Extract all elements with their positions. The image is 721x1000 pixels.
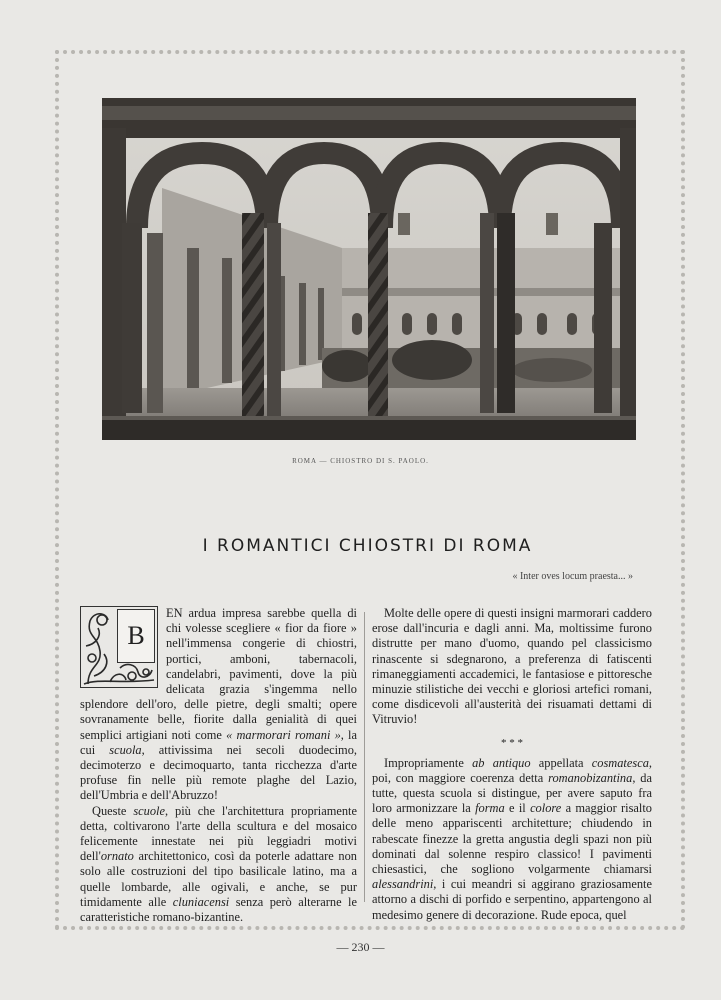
- right-paragraph-2: Impropriamente ab antiquo appellata cosmatesca, poi, con maggiore coerenza detta romanobizantina, da tutte, questa scuola si distingue, per avere saputo fra loro armonizzare la forma e il colore a maggior risalto delle meno appariscenti architetture; chiudendo in rabescate finezze la gretta angustia degli spazi non più dominati dal solenne respiro classico! I pavimenti chiesastici, che sogliono volgarmente chiamarsi alessandrini, i cui meandri si aggirano graziosamente attorno a dischi di porfido e serpentino, appartengono al medesimo genere di decorazione. Rude epoca, quel: [372, 755, 652, 922]
- epigraph: « Inter oves locum praesta... »: [512, 571, 633, 582]
- cloister-photograph: [102, 98, 636, 440]
- page-number: — 230 —: [336, 940, 385, 954]
- left-column: [80, 606, 357, 925]
- left-paragraph-1: EN ardua impresa sarebbe quella di chi volesse scegliere « fior da fiore » nell'immensa congerie di chiostri, portici, amboni, tabernacoli, candelabri, pavimenti, dove la più delicata grazia s'ingemma nello splendore dell'oro, delle pietre, degli smalti; opere sovranamente belle, fiorite dalla genialità di quei semplici artigiani noti come « marmorari romani », la cui scuola, attivissima nei secoli duodecimo, decimoterzo e decimoquarto, tanta ricchezza d'arte profuse fin nelle più remote plaghe del Lazio, dell'Umbria e dell'Abruzzo!: [80, 606, 358, 803]
- right-paragraph-1: Molte delle opere di questi insigni marmorari caddero erose dall'incuria e dagli anni. Ma, moltissime furono distrutte per mano d'uomo, quando pel classicismo rinascente si sdegnarono, a preferenza di fatiscenti rimaneggiamenti accademici, le fantasiose e pittoresche minuzie stilistiche dei vecchi e gloriosi artefici romani, come disdicevoli all'austerità dei risuamati dettami di Vitruvio!: [372, 606, 652, 727]
- photo-caption: ROMA — CHIOSTRO DI S. PAOLO.: [292, 457, 429, 465]
- article-title: I ROMANTICI CHIOSTRI DI ROMA: [202, 536, 533, 556]
- right-column: [372, 606, 652, 923]
- column-divider: [364, 612, 365, 902]
- decorated-initial: [80, 606, 158, 688]
- section-break-asterism: * * *: [501, 736, 523, 749]
- dropcap-letter: B: [117, 609, 155, 663]
- left-paragraph-2: Queste scuole, più che l'architettura propriamente detta, coltivarono l'arte della scultura e del mosaico felicemente innestate nei più leggiadri motivi dell'ornato architettonico, così da poterle adattare non solo alle costruzioni del tipo basilicale latino, ma a quelle lombarde, alle ogivali, e anche, se pur timidamente alle cluniacensi senza però alterarne le caratteristiche romano-bizantine.: [80, 803, 357, 925]
